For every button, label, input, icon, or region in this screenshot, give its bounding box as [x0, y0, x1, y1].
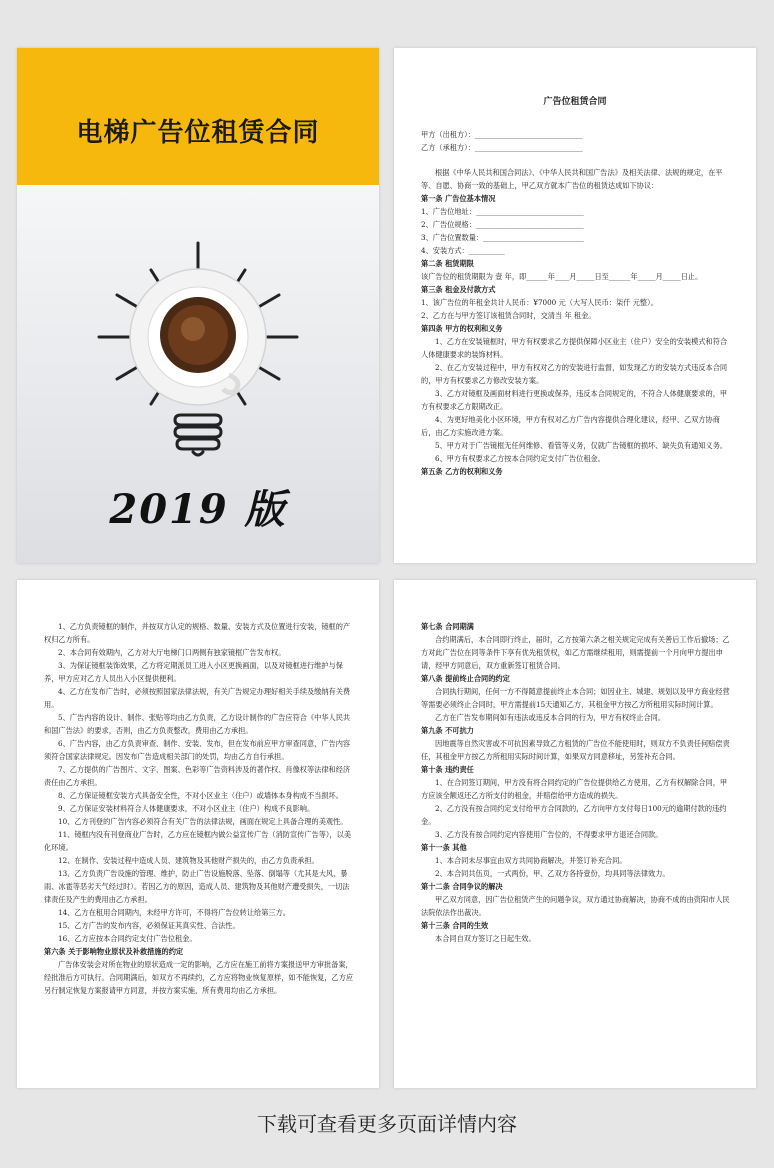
clause-heading: 第二条 租赁期限	[421, 259, 474, 268]
clause-heading: 第十三条 合同的生效	[421, 921, 489, 930]
contract-line: 11、镜框内没有刊登商业广告时，乙方应在镜框内做公益宣传广告（消防宣传广告等），以美化环境。	[44, 830, 352, 852]
contract-line: 合约期满后，本合同即行终止，届时，乙方按第六条之相关规定完成有关善后工作后撤场；乙方对此广告位在同等条件下享有优先租赁权，如乙方需继续租用，则需提前一个月向甲方提出申请，经甲方同意后，双方重新签订租赁合同。	[421, 635, 730, 670]
contract-line: 1、该广告位的年租金共计人民币：¥7000 元（大写人民币：柒仟 元整）。	[421, 298, 658, 307]
coffee-bulb-illustration	[17, 185, 379, 485]
bulb-base-icon	[175, 415, 221, 455]
clause-heading: 第一条 广告位基本情况	[421, 194, 496, 203]
contract-page-1-body	[421, 128, 731, 478]
contract-line: 该广告位的租赁期限为 壹 年，即______年____月_____日至______年_____月_____日止。	[421, 272, 703, 281]
contract-line: 7、乙方提供的广告图片、文字、图案、色彩等广告资料涉及的著作权、肖像权等法律和经济责任由乙方承担。	[44, 765, 351, 787]
coffee-cup-icon	[130, 269, 266, 405]
contract-line: 因地震等自然灾害或不可抗因素导致乙方租赁的广告位不能使用时，则双方不负责任何赔偿责任，其租金甲方按乙方所租用实际时间计算，如果双方同意移址，另签补充合同。	[421, 739, 730, 761]
clause-heading: 第十一条 其他	[421, 843, 467, 852]
contract-line: 1、本合同未尽事宜由双方共同协商解决，并签订补充合同。	[435, 856, 627, 865]
clause-heading: 第七条 合同期满	[421, 622, 474, 631]
contract-line: 根据《中华人民共和国合同法》、《中华人民共和国广告法》及相关法律、法规的规定，在平等、自愿、协商一致的基础上，甲乙双方就本广告位的租赁达成如下协议：	[421, 168, 723, 190]
contract-title: 广告位租赁合同	[543, 97, 607, 107]
contract-line: 2、本合同有效期内，乙方对大厅电梯门口两侧有独家镜框广告发布权。	[58, 648, 286, 657]
contract-line: 乙方（承租方）：______________________________	[421, 143, 583, 152]
contract-line: 合同执行期间，任何一方不得随意提前终止本合同；如因业主、城建、规划以及甲方商业经营等需要必须终止合同时，甲方需提前15天通知乙方，其租金甲方按乙方所租用实际时间计算。	[421, 687, 730, 709]
contract-line: 2、本合同共伍页，一式两份，甲、乙双方各持壹份，均具同等法律效力。	[435, 869, 670, 878]
contract-line: 乙方在广告发布期间如有违法或违反本合同的行为，甲方有权终止合同。	[435, 713, 666, 722]
contract-line: 8、乙方保证镜框安装方式具备安全性，不对小区业主（住户）或墙体本身构成不当损坏。	[58, 791, 343, 800]
clause-heading: 第六条 关于影响物业原状及补救措施的约定	[44, 947, 184, 956]
contract-line: 2、广告位规格：______________________________	[421, 220, 584, 229]
contract-line: 2、乙方没有按合同约定支付给甲方合同款的，乙方向甲方支付每日100元的逾期付款的违约金。	[421, 804, 727, 826]
contract-page-3	[394, 580, 756, 1088]
cover-year: 2019 版	[109, 486, 287, 533]
cover-page	[17, 48, 379, 563]
contract-line: 15、乙方广告的发布内容，必须保证其真实性、合法性。	[58, 921, 240, 930]
contract-line: 1、乙方在安装镜框时，甲方有权要求乙方提供保障小区业主（住户）安全的安装模式和符合人体健康要求的装饰材料。	[421, 337, 728, 359]
clause-heading: 第八条 提前终止合同的约定	[421, 674, 510, 683]
contract-line: 本合同自双方签订之日起生效。	[435, 934, 536, 943]
clause-heading: 第十二条 合同争议的解决	[421, 882, 503, 891]
contract-line: 9、乙方保证安装材料符合人体健康要求，不对小区业主（住户）构成不良影响。	[58, 804, 315, 813]
contract-line: 甲乙双方同意，因广告位租赁产生的问题争议，双方通过协商解决，协商不成的由资阳市人民法院依法作出裁决。	[421, 895, 730, 917]
contract-line: 6、甲方有权要求乙方按本合同约定支付广告位租金。	[435, 454, 605, 463]
contract-line: 6、广告内容，由乙方负责审查、制作、安装、发布，但在发布前应甲方审查同意，广告内容须符合国家法律规定。因发布广告造成相关部门的处罚，均由乙方自行承担。	[44, 739, 351, 761]
contract-line: 4、安装方式：__________	[421, 246, 505, 255]
contract-line: 5、甲方对于广告镜框无任何维修、看管等义务，仅就广告镜框的损坏、缺失负有通知义务。	[435, 441, 728, 450]
contract-line: 14、乙方在租用合同期内，未经甲方许可，不得将广告位转让给第三方。	[58, 908, 290, 917]
clause-heading: 第九条 不可抗力	[421, 726, 474, 735]
clause-heading: 第三条 租金及付款方式	[421, 285, 496, 294]
contract-line: 16、乙方应按本合同约定支付广告位租金。	[58, 934, 197, 943]
contract-line: 10、乙方刊登的广告内容必须符合有关广告的法律法规，画面在规定上具备合理的美观性。	[58, 817, 348, 826]
clause-heading: 第五条 乙方的权利和义务	[421, 467, 503, 476]
contract-line: 4、乙方在发布广告时，必须按照国家法律法规，有关广告规定办理好相关手续及缴纳有关费用。	[44, 687, 351, 709]
clause-heading: 第四条 甲方的权利和义务	[421, 324, 503, 333]
contract-line: 3、为保证镜框装饰效果，乙方将定期派员工进入小区更换画面，以及对镜框进行维护与保养，甲方应对乙方人员出入小区提供便利。	[44, 661, 343, 683]
contract-line: 12、在制作、安装过程中造成人员、建筑物及其他财产损失的，由乙方负责承担。	[58, 856, 319, 865]
contract-line: 3、乙方没有按合同约定内容使用广告位的，不得要求甲方退还合同款。	[435, 830, 663, 839]
contract-line: 甲方（出租方）：______________________________	[421, 130, 583, 139]
contract-line: 13、乙方负责广告设施的管理、维护，防止广告设施脱落、坠落、倒塌等（尤其是大风、暴雨、冰雹等恶劣天气经过时）。若因乙方的原因，造成人员、建筑物及其他财产遭受损失，一切法律责任及产生的费用由乙方承担。	[44, 869, 350, 904]
contract-line: 1、乙方负责镜框的制作，并按双方认定的规格、数量、安装方式及位置进行安装，镜框的产权归乙方所有。	[44, 622, 351, 644]
contract-line: 3、广告位置数量：____________________________	[421, 233, 584, 242]
contract-page-2-body	[44, 620, 354, 997]
contract-line: 1、在合同签订期间，甲方没有将合同约定的广告位提供给乙方使用，乙方有权解除合同，甲方应该全额返还乙方所支付的租金，并赔偿给甲方造成的损失。	[421, 778, 728, 800]
contract-line: 2、在乙方安装过程中，甲方有权对乙方的安装进行监督，如发现乙方的安装方式违反本合同的，甲方有权要求乙方修改安装方案。	[421, 363, 728, 385]
cover-title: 电梯广告位租赁合同	[76, 118, 320, 148]
contract-line: 5、广告内容的设计、制作、张贴等均由乙方负责，乙方设计制作的广告应符合《中华人民共和国广告法》的要求，否则，由乙方负责整改，费用由乙方承担。	[44, 713, 351, 735]
footer-note: 下载可查看更多页面详情内容	[257, 1112, 517, 1136]
contract-line: 3、乙方对镜框及画面材料进行更换或保养，违反本合同规定的，不符合人体健康要求的，甲方有权要求乙方限期改正。	[421, 389, 728, 411]
contract-page-3-body	[421, 620, 731, 945]
contract-line: 4、为更好地美化小区环境，甲方有权对乙方广告内容提供合理化建议，经甲、乙双方协商后，由乙方实施改进方案。	[421, 415, 720, 437]
clause-heading: 第十条 违约责任	[421, 765, 474, 774]
contract-line: 1、广告位地址：______________________________	[421, 207, 584, 216]
contract-page-1	[394, 48, 756, 563]
contract-page-2	[17, 580, 379, 1088]
contract-line: 2、乙方在与甲方签订该租赁合同时，交清当 年 租金。	[421, 311, 596, 320]
contract-line: 广告体安装会对所在物业的原状造成一定的影响，乙方应在施工前将方案报送甲方审批备案，经批准后方可执行。合同期满后，如双方不再续约，乙方应将物业恢复原样，如不能恢复，乙方应另行制定恢复方案报请甲方同意，并按方案实施，所有费用均由乙方承担。	[44, 960, 354, 995]
